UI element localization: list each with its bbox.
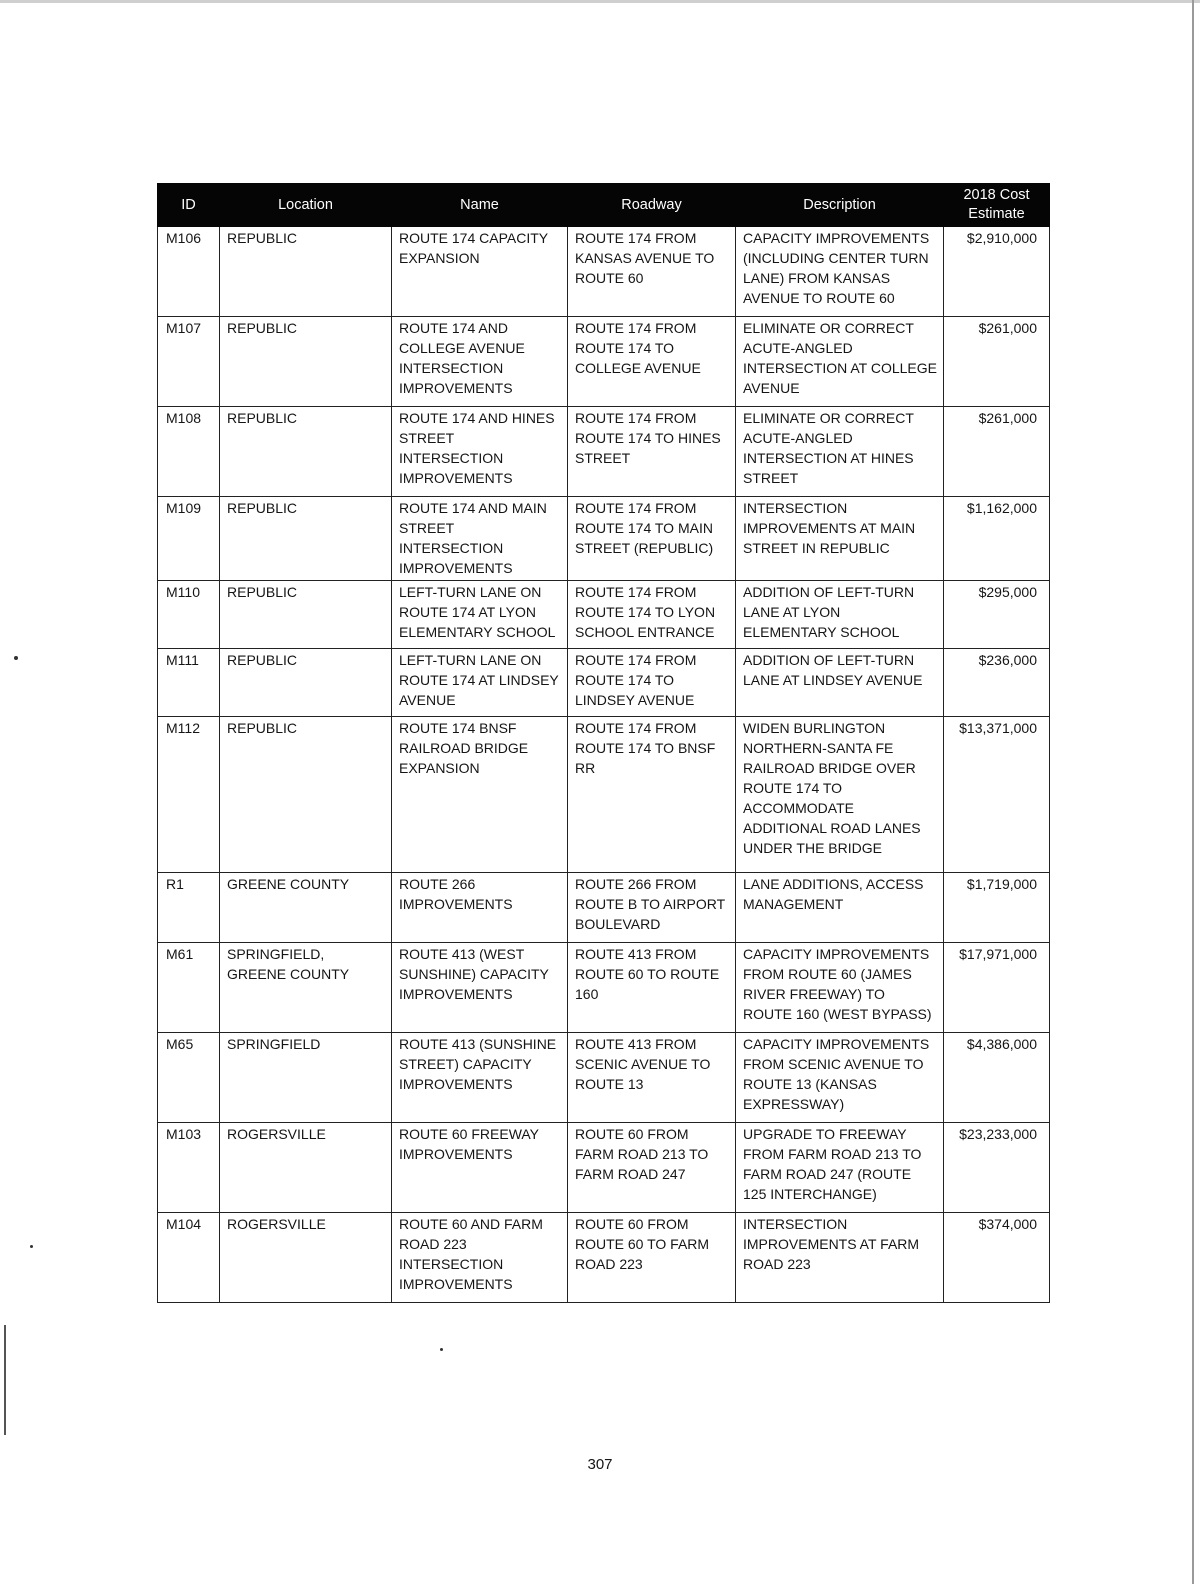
cell-id: M104	[158, 1213, 220, 1303]
cell-cost: $1,162,000	[944, 497, 1050, 581]
table-row	[158, 581, 1050, 649]
table-row	[158, 649, 1050, 717]
cell-cost: $261,000	[944, 407, 1050, 497]
cell-description: INTERSECTION IMPROVEMENTS AT MAIN STREET IN REPUBLIC	[736, 497, 944, 581]
cell-description: ADDITION OF LEFT-TURN LANE AT LYON ELEMENTARY SCHOOL	[736, 581, 944, 649]
table-row	[158, 1213, 1050, 1303]
cell-description: CAPACITY IMPROVEMENTS FROM SCENIC AVENUE TO ROUTE 13 (KANSAS EXPRESSWAY)	[736, 1033, 944, 1123]
header-location: Location	[220, 184, 392, 227]
scan-edge-top	[0, 0, 1200, 3]
table-row	[158, 497, 1050, 581]
cell-name: ROUTE 174 BNSF RAILROAD BRIDGE EXPANSION	[392, 717, 568, 873]
cell-description: INTERSECTION IMPROVEMENTS AT FARM ROAD 223	[736, 1213, 944, 1303]
cell-location: REPUBLIC	[220, 717, 392, 873]
cell-location: REPUBLIC	[220, 407, 392, 497]
scan-speck	[440, 1348, 443, 1351]
cell-description: LANE ADDITIONS, ACCESS MANAGEMENT	[736, 873, 944, 943]
cell-description: ELIMINATE OR CORRECT ACUTE-ANGLED INTERSECTION AT COLLEGE AVENUE	[736, 317, 944, 407]
cell-name: ROUTE 60 FREEWAY IMPROVEMENTS	[392, 1123, 568, 1213]
cell-cost: $4,386,000	[944, 1033, 1050, 1123]
cell-roadway: ROUTE 174 FROM ROUTE 174 TO LINDSEY AVENUE	[568, 649, 736, 717]
cell-description: WIDEN BURLINGTON NORTHERN-SANTA FE RAILROAD BRIDGE OVER ROUTE 174 TO ACCOMMODATE ADDITIONAL ROAD LANES UNDER THE BRIDGE	[736, 717, 944, 873]
table-row	[158, 1033, 1050, 1123]
header-cost-line1: 2018 Cost	[963, 187, 1030, 203]
cell-description: CAPACITY IMPROVEMENTS (INCLUDING CENTER TURN LANE) FROM KANSAS AVENUE TO ROUTE 60	[736, 227, 944, 317]
scan-speck	[30, 1245, 33, 1248]
table-row	[158, 317, 1050, 407]
cell-location: GREENE COUNTY	[220, 873, 392, 943]
cell-cost: $17,971,000	[944, 943, 1050, 1033]
cell-name: LEFT-TURN LANE ON ROUTE 174 AT LINDSEY AVENUE	[392, 649, 568, 717]
cell-cost: $13,371,000	[944, 717, 1050, 873]
cell-cost: $23,233,000	[944, 1123, 1050, 1213]
cell-name: ROUTE 174 AND HINES STREET INTERSECTION IMPROVEMENTS	[392, 407, 568, 497]
cell-roadway: ROUTE 174 FROM ROUTE 174 TO LYON SCHOOL ENTRANCE	[568, 581, 736, 649]
cell-location: ROGERSVILLE	[220, 1213, 392, 1303]
cell-id: R1	[158, 873, 220, 943]
cell-cost: $2,910,000	[944, 227, 1050, 317]
cell-name: ROUTE 60 AND FARM ROAD 223 INTERSECTION IMPROVEMENTS	[392, 1213, 568, 1303]
scan-edge-right	[1192, 0, 1194, 1584]
cell-roadway: ROUTE 174 FROM ROUTE 174 TO MAIN STREET (REPUBLIC)	[568, 497, 736, 581]
cell-id: M108	[158, 407, 220, 497]
cell-id: M106	[158, 227, 220, 317]
cell-description: ELIMINATE OR CORRECT ACUTE-ANGLED INTERSECTION AT HINES STREET	[736, 407, 944, 497]
header-cost-line2: Estimate	[968, 206, 1025, 222]
cell-description: CAPACITY IMPROVEMENTS FROM ROUTE 60 (JAMES RIVER FREEWAY) TO ROUTE 160 (WEST BYPASS)	[736, 943, 944, 1033]
cell-id: M111	[158, 649, 220, 717]
cell-name: LEFT-TURN LANE ON ROUTE 174 AT LYON ELEMENTARY SCHOOL	[392, 581, 568, 649]
cell-roadway: ROUTE 60 FROM FARM ROAD 213 TO FARM ROAD 247	[568, 1123, 736, 1213]
table-header-row	[158, 184, 1050, 227]
header-description: Description	[736, 184, 944, 227]
cell-name: ROUTE 413 (WEST SUNSHINE) CAPACITY IMPROVEMENTS	[392, 943, 568, 1033]
cell-location: REPUBLIC	[220, 581, 392, 649]
cell-location: REPUBLIC	[220, 649, 392, 717]
table-row	[158, 943, 1050, 1033]
header-roadway: Roadway	[568, 184, 736, 227]
cell-name: ROUTE 266 IMPROVEMENTS	[392, 873, 568, 943]
cell-description: UPGRADE TO FREEWAY FROM FARM ROAD 213 TO FARM ROAD 247 (ROUTE 125 INTERCHANGE)	[736, 1123, 944, 1213]
scan-mark-left	[4, 1325, 6, 1435]
table-row	[158, 407, 1050, 497]
cell-id: M103	[158, 1123, 220, 1213]
cell-name: ROUTE 413 (SUNSHINE STREET) CAPACITY IMPROVEMENTS	[392, 1033, 568, 1123]
table-row	[158, 1123, 1050, 1213]
cell-name: ROUTE 174 AND COLLEGE AVENUE INTERSECTION IMPROVEMENTS	[392, 317, 568, 407]
cell-roadway: ROUTE 174 FROM ROUTE 174 TO HINES STREET	[568, 407, 736, 497]
table-row	[158, 227, 1050, 317]
cell-cost: $261,000	[944, 317, 1050, 407]
cell-roadway: ROUTE 413 FROM ROUTE 60 TO ROUTE 160	[568, 943, 736, 1033]
cell-id: M61	[158, 943, 220, 1033]
cell-location: SPRINGFIELD, GREENE COUNTY	[220, 943, 392, 1033]
cell-id: M107	[158, 317, 220, 407]
cell-cost: $1,719,000	[944, 873, 1050, 943]
cell-cost: $236,000	[944, 649, 1050, 717]
header-name: Name	[392, 184, 568, 227]
cell-id: M112	[158, 717, 220, 873]
cell-roadway: ROUTE 266 FROM ROUTE B TO AIRPORT BOULEVARD	[568, 873, 736, 943]
cell-id: M110	[158, 581, 220, 649]
table-row	[158, 873, 1050, 943]
cell-name: ROUTE 174 CAPACITY EXPANSION	[392, 227, 568, 317]
cell-location: REPUBLIC	[220, 227, 392, 317]
scan-speck	[14, 656, 18, 660]
cell-id: M109	[158, 497, 220, 581]
cell-location: REPUBLIC	[220, 497, 392, 581]
cell-roadway: ROUTE 60 FROM ROUTE 60 TO FARM ROAD 223	[568, 1213, 736, 1303]
cell-roadway: ROUTE 413 FROM SCENIC AVENUE TO ROUTE 13	[568, 1033, 736, 1123]
cell-cost: $295,000	[944, 581, 1050, 649]
cell-id: M65	[158, 1033, 220, 1123]
cell-roadway: ROUTE 174 FROM KANSAS AVENUE TO ROUTE 60	[568, 227, 736, 317]
header-cost-estimate	[944, 184, 1050, 227]
cell-location: ROGERSVILLE	[220, 1123, 392, 1213]
table-row	[158, 717, 1050, 873]
cell-location: REPUBLIC	[220, 317, 392, 407]
header-id: ID	[158, 184, 220, 227]
projects-table	[157, 183, 1050, 1303]
cell-description: ADDITION OF LEFT-TURN LANE AT LINDSEY AVENUE	[736, 649, 944, 717]
cell-location: SPRINGFIELD	[220, 1033, 392, 1123]
cell-roadway: ROUTE 174 FROM ROUTE 174 TO COLLEGE AVENUE	[568, 317, 736, 407]
cell-name: ROUTE 174 AND MAIN STREET INTERSECTION IMPROVEMENTS	[392, 497, 568, 581]
cell-cost: $374,000	[944, 1213, 1050, 1303]
cell-roadway: ROUTE 174 FROM ROUTE 174 TO BNSF RR	[568, 717, 736, 873]
page-number: 307	[587, 1456, 613, 1473]
